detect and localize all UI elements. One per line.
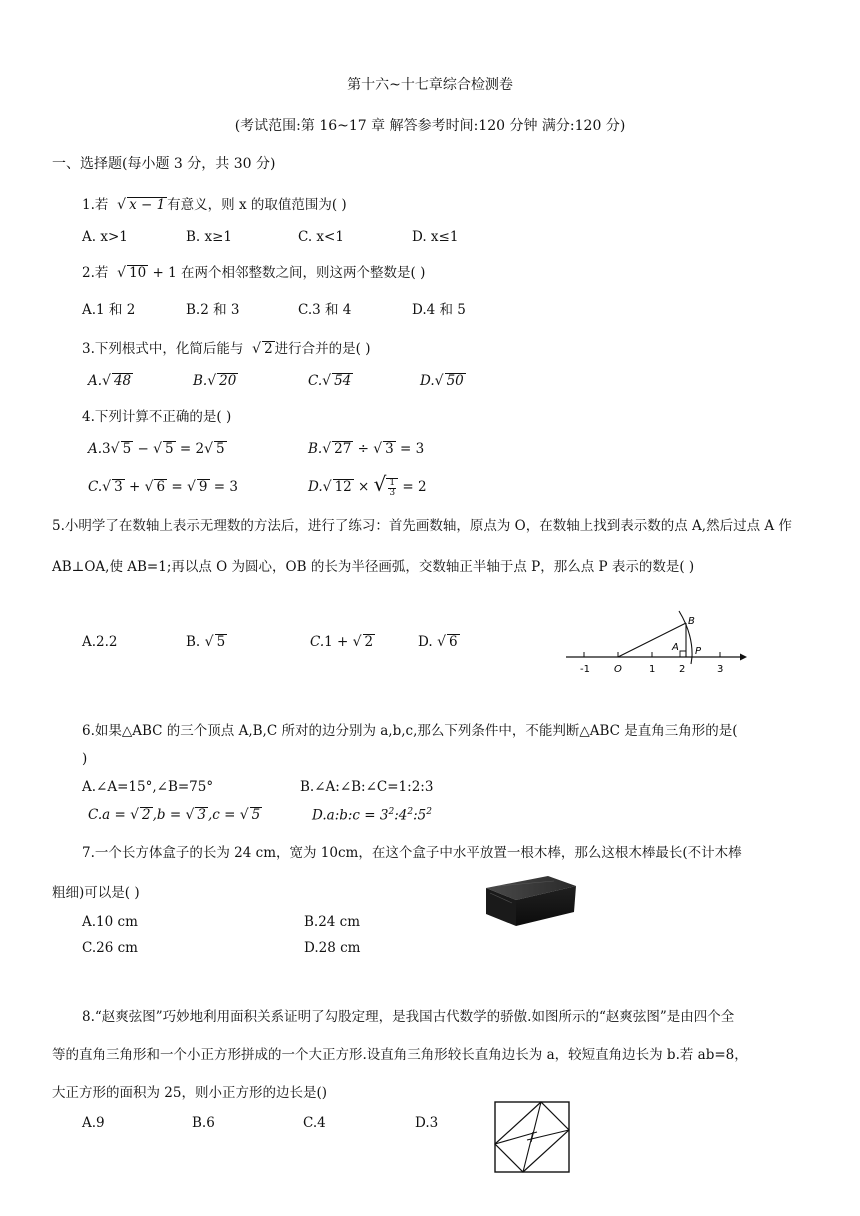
q2-option-c: C.3 和 4 (298, 302, 352, 318)
q5-option-b: B. √ 5 (186, 634, 226, 650)
axis-arrow-icon (740, 654, 747, 661)
triangle-edge-4 (523, 1132, 533, 1172)
q5-option-d: D. √ 6 (418, 634, 458, 650)
q5-option-a: A.2.2 (82, 634, 118, 650)
tick-label-neg1: -1 (580, 664, 590, 675)
tick-label-origin: O (614, 664, 622, 675)
box-figure (478, 868, 580, 930)
tick-label-1: 1 (649, 664, 656, 675)
tick-label-2: 2 (679, 664, 686, 675)
point-label-b: B (688, 616, 695, 627)
point-label-a: A (672, 642, 679, 653)
q3-option-a: A.√ 48 (88, 373, 132, 389)
question-6-stem-line1: 6.如果△ABC 的三个顶点 A,B,C 所对的边分别为 a,b,c,那么下列条件中，不能判断△ABC 是直角三角形的是( (82, 723, 738, 739)
q3-option-b: B.√ 20 (193, 373, 237, 389)
q7-option-d: D.28 cm (304, 940, 361, 956)
q1-option-c: C. x<1 (298, 229, 344, 245)
q6-option-b: B.∠A:∠B:∠C=1:2:3 (300, 779, 434, 795)
page-title: 第十六~十七章综合检测卷 (347, 77, 513, 93)
right-angle-mark (680, 651, 686, 657)
question-5-stem: 5.小明学了在数轴上表示无理数的方法后，进行了练习：首先画数轴，原点为 O，在数轴上找到表示数的点 A,然后过点 A 作 AB⊥OA,使 AB=1;再以点 O 为圆心，OB 的长为半径画弧，交数轴正半轴于点 P，那么点 P 表示的数是( ) (52, 518, 792, 575)
question-6-stem-line2: ) (82, 751, 88, 767)
q3-option-d: D.√ 50 (420, 373, 464, 389)
question-2-stem: 2.若 √ 10 + 1 在两个相邻整数之间，则这两个整数是( ) (82, 265, 426, 281)
q3-option-c: C.√ 54 (308, 373, 352, 389)
zhao-shuang-diagram (493, 1100, 573, 1176)
page-subtitle: (考试范围:第 16~17 章 解答参考时间:120 分钟 满分:120 分) (234, 118, 626, 134)
number-line-figure (560, 608, 750, 680)
q7-option-a: A.10 cm (82, 914, 138, 930)
q8-option-d: D.3 (415, 1115, 439, 1131)
q6-option-a: A.∠A=15°,∠B=75° (82, 779, 214, 795)
q4-option-b: B.√ 27 ÷ √ 3 = 3 (308, 441, 425, 457)
question-7-stem-line1: 7.一个长方体盒子的长为 24 cm，宽为 10cm，在这个盒子中水平放置一根木棒，那么这根木棒最长(不计木棒 (82, 845, 742, 861)
question-8-stem-line1: 8.“赵爽弦图”巧妙地利用面积关系证明了勾股定理，是我国古代数学的骄傲.如图所示的“赵爽弦图”是由四个全 (82, 1009, 735, 1025)
q2-option-d: D.4 和 5 (412, 302, 466, 318)
q4-option-a: A.3√ 5 − √ 5 = 2√ 5 (88, 441, 225, 457)
question-1-stem: 1.若 √ x − 1 有意义，则 x 的取值范围为( ) (82, 197, 347, 213)
q4-option-c: C.√ 3 + √ 6 = √ 9 = 3 (88, 479, 238, 495)
q2-option-a: A.1 和 2 (82, 302, 136, 318)
q5-option-c: C.1 + √ 2 (310, 634, 374, 650)
q1-post: 有意义，则 x 的取值范围为( ) (167, 197, 347, 213)
question-7-stem-line2: 粗细)可以是( ) (52, 885, 140, 901)
question-8-stem-line2: 等的直角三角形和一个小正方形拼成的一个大正方形.设直角三角形较长直角边长为 a，较短直角边长为 b.若 ab=8， (52, 1047, 748, 1063)
section-heading: 一、选择题(每小题 3 分，共 30 分) (52, 156, 276, 172)
q6-option-d: D.a:b:c = $3^2:4^2:5^2$ (312, 807, 432, 824)
q4-option-d: D.√ 12 × √ $\frac{1}{3}$ = 2 (308, 472, 427, 498)
q1-pre: 1.若 (82, 197, 109, 213)
point-label-p: P (695, 646, 702, 657)
q1-option-b: B. x≥1 (186, 229, 233, 245)
q1-option-a: A. x>1 (82, 229, 128, 245)
question-8-stem-line3: 大正方形的面积为 25，则小正方形的边长是() (52, 1085, 328, 1101)
q6-option-c: C.a = √ 2 ,b = √ 3 ,c = √ 5 (88, 807, 261, 823)
tick-label-3: 3 (717, 664, 724, 675)
q8-option-c: C.4 (303, 1115, 326, 1131)
q1-radical: x − 1 (129, 197, 166, 213)
question-3-stem: 3.下列根式中，化简后能与 √ 2 进行合并的是( ) (82, 341, 371, 357)
q2-radical: 10 (129, 265, 147, 281)
q8-option-b: B.6 (192, 1115, 215, 1131)
q1-option-d: D. x≤1 (412, 229, 459, 245)
q7-option-c: C.26 cm (82, 940, 138, 956)
q7-option-b: B.24 cm (304, 914, 361, 930)
q8-option-a: A.9 (82, 1115, 105, 1131)
q2-option-b: B.2 和 3 (186, 302, 240, 318)
question-4-stem: 4.下列计算不正确的是( ) (82, 409, 232, 425)
